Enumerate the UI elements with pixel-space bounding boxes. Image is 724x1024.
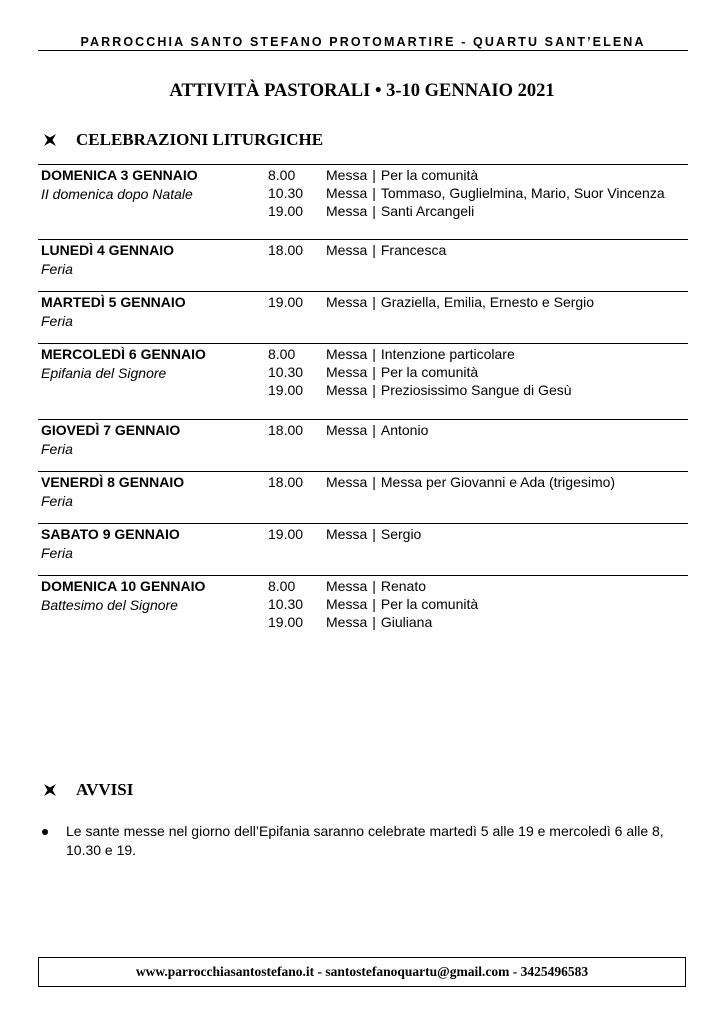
day-row bbox=[38, 523, 688, 561]
mass-type: Messa bbox=[326, 422, 368, 438]
mass-time: 19.00 bbox=[268, 526, 304, 542]
separator: | bbox=[372, 185, 376, 201]
mass-type: Messa bbox=[326, 294, 368, 310]
separator: | bbox=[372, 364, 376, 380]
mass-intention: Per la comunità bbox=[380, 596, 479, 612]
parish-header: PARROCCHIA SANTO STEFANO PROTOMARTIRE - QUARTU SANT’ELENA bbox=[38, 34, 688, 51]
mass-list bbox=[268, 166, 665, 220]
day-row bbox=[38, 239, 688, 277]
mass-entry bbox=[268, 184, 665, 202]
mass-time: 18.00 bbox=[268, 422, 304, 438]
mass-entry bbox=[268, 421, 428, 439]
mass-intention: Messa per Giovanni e Ada (trigesimo) bbox=[380, 474, 616, 490]
mass-type: Messa bbox=[326, 242, 368, 258]
day-name: SABATO 9 GENNAIO bbox=[41, 526, 180, 542]
mass-type: Messa bbox=[326, 474, 368, 490]
day-row bbox=[38, 291, 688, 329]
mass-intention: Francesca bbox=[380, 242, 447, 258]
mass-time: 18.00 bbox=[268, 474, 304, 490]
mass-intention: Per la comunità bbox=[380, 364, 479, 380]
day-name: DOMENICA 10 GENNAIO bbox=[41, 578, 206, 594]
separator: | bbox=[372, 346, 376, 362]
star-icon bbox=[44, 134, 56, 146]
mass-list bbox=[268, 241, 446, 259]
mass-entry bbox=[268, 613, 478, 631]
mass-entry bbox=[268, 381, 572, 399]
separator: | bbox=[372, 526, 376, 542]
mass-intention: Per la comunità bbox=[380, 167, 479, 183]
section-notices-heading bbox=[44, 780, 133, 800]
mass-entry bbox=[268, 525, 421, 543]
page-title: ATTIVITÀ PASTORALI • 3-10 GENNAIO 2021 bbox=[169, 81, 555, 101]
mass-type: Messa bbox=[326, 578, 368, 594]
mass-list bbox=[268, 293, 594, 311]
mass-entry bbox=[268, 577, 478, 595]
mass-entry bbox=[268, 345, 572, 363]
mass-intention: Graziella, Emilia, Ernesto e Sergio bbox=[380, 294, 595, 310]
mass-intention: Sergio bbox=[380, 526, 422, 542]
day-feast: Feria bbox=[41, 545, 73, 561]
mass-list bbox=[268, 421, 428, 439]
day-feast: Battesimo del Signore bbox=[41, 597, 178, 613]
mass-type: Messa bbox=[326, 614, 368, 630]
mass-intention: Intenzione particolare bbox=[380, 346, 515, 362]
day-row bbox=[38, 343, 688, 398]
mass-list bbox=[268, 525, 421, 543]
mass-intention: Antonio bbox=[380, 422, 429, 438]
separator: | bbox=[372, 167, 376, 183]
mass-time: 8.00 bbox=[268, 346, 296, 362]
mass-entry bbox=[268, 241, 446, 259]
mass-list bbox=[268, 345, 572, 399]
mass-type: Messa bbox=[326, 346, 368, 362]
day-feast: Feria bbox=[41, 261, 73, 277]
mass-intention: Renato bbox=[380, 578, 427, 594]
mass-entry bbox=[268, 166, 665, 184]
mass-list bbox=[268, 473, 615, 491]
section-liturgy-heading bbox=[44, 130, 323, 150]
section-notices-label: AVVISI bbox=[76, 780, 134, 799]
day-name: DOMENICA 3 GENNAIO bbox=[41, 167, 198, 183]
day-name: MERCOLEDÌ 6 GENNAIO bbox=[41, 346, 206, 362]
mass-time: 19.00 bbox=[268, 203, 304, 219]
separator: | bbox=[372, 382, 376, 398]
day-name: LUNEDÌ 4 GENNAIO bbox=[41, 242, 175, 258]
mass-time: 19.00 bbox=[268, 614, 304, 630]
separator: | bbox=[372, 242, 376, 258]
notice-item bbox=[42, 822, 687, 860]
mass-type: Messa bbox=[326, 364, 368, 380]
section-liturgy-label: CELEBRAZIONI LITURGICHE bbox=[76, 130, 324, 149]
mass-type: Messa bbox=[326, 185, 368, 201]
mass-entry bbox=[268, 293, 594, 311]
notice-text: Le sante messe nel giorno dell’Epifania saranno celebrate martedì 5 alle 19 e mercoledì 6 alle 8, 10.30 e 19. bbox=[66, 823, 664, 858]
separator: | bbox=[372, 203, 376, 219]
mass-entry bbox=[268, 473, 615, 491]
day-name: VENERDÌ 8 GENNAIO bbox=[41, 474, 185, 490]
star-icon bbox=[44, 784, 56, 796]
mass-time: 19.00 bbox=[268, 382, 304, 398]
bullet-icon bbox=[42, 829, 48, 835]
mass-type: Messa bbox=[326, 203, 368, 219]
separator: | bbox=[372, 596, 376, 612]
mass-type: Messa bbox=[326, 382, 368, 398]
mass-entry bbox=[268, 202, 665, 220]
mass-list bbox=[268, 577, 478, 631]
mass-time: 10.30 bbox=[268, 596, 304, 612]
day-feast: Feria bbox=[41, 441, 73, 457]
separator: | bbox=[372, 422, 376, 438]
mass-type: Messa bbox=[326, 167, 368, 183]
day-row bbox=[38, 471, 688, 509]
mass-time: 10.30 bbox=[268, 185, 304, 201]
mass-time: 18.00 bbox=[268, 242, 304, 258]
mass-time: 8.00 bbox=[268, 578, 296, 594]
mass-time: 10.30 bbox=[268, 364, 304, 380]
mass-type: Messa bbox=[326, 596, 368, 612]
mass-entry bbox=[268, 595, 478, 613]
day-feast: Epifania del Signore bbox=[41, 365, 167, 381]
mass-time: 19.00 bbox=[268, 294, 304, 310]
separator: | bbox=[372, 614, 376, 630]
day-feast: II domenica dopo Natale bbox=[41, 186, 193, 202]
mass-time: 8.00 bbox=[268, 167, 296, 183]
day-name: GIOVEDÌ 7 GENNAIO bbox=[41, 422, 181, 438]
mass-intention: Tommaso, Guglielmina, Mario, Suor Vincenza bbox=[380, 185, 665, 201]
day-feast: Feria bbox=[41, 493, 73, 509]
mass-intention: Santi Arcangeli bbox=[380, 203, 475, 219]
mass-type: Messa bbox=[326, 526, 368, 542]
separator: | bbox=[372, 578, 376, 594]
day-row bbox=[38, 164, 688, 219]
separator: | bbox=[372, 294, 376, 310]
contact-footer: www.parrocchiasantostefano.it - santostefanoquartu@gmail.com - 3425496583 bbox=[38, 957, 686, 987]
day-name: MARTEDÌ 5 GENNAIO bbox=[41, 294, 186, 310]
mass-intention: Giuliana bbox=[380, 614, 433, 630]
day-feast: Feria bbox=[41, 313, 73, 329]
mass-intention: Preziosissimo Sangue di Gesù bbox=[380, 382, 572, 398]
mass-entry bbox=[268, 363, 572, 381]
separator: | bbox=[372, 474, 376, 490]
day-row bbox=[38, 419, 688, 457]
day-row bbox=[38, 575, 688, 630]
